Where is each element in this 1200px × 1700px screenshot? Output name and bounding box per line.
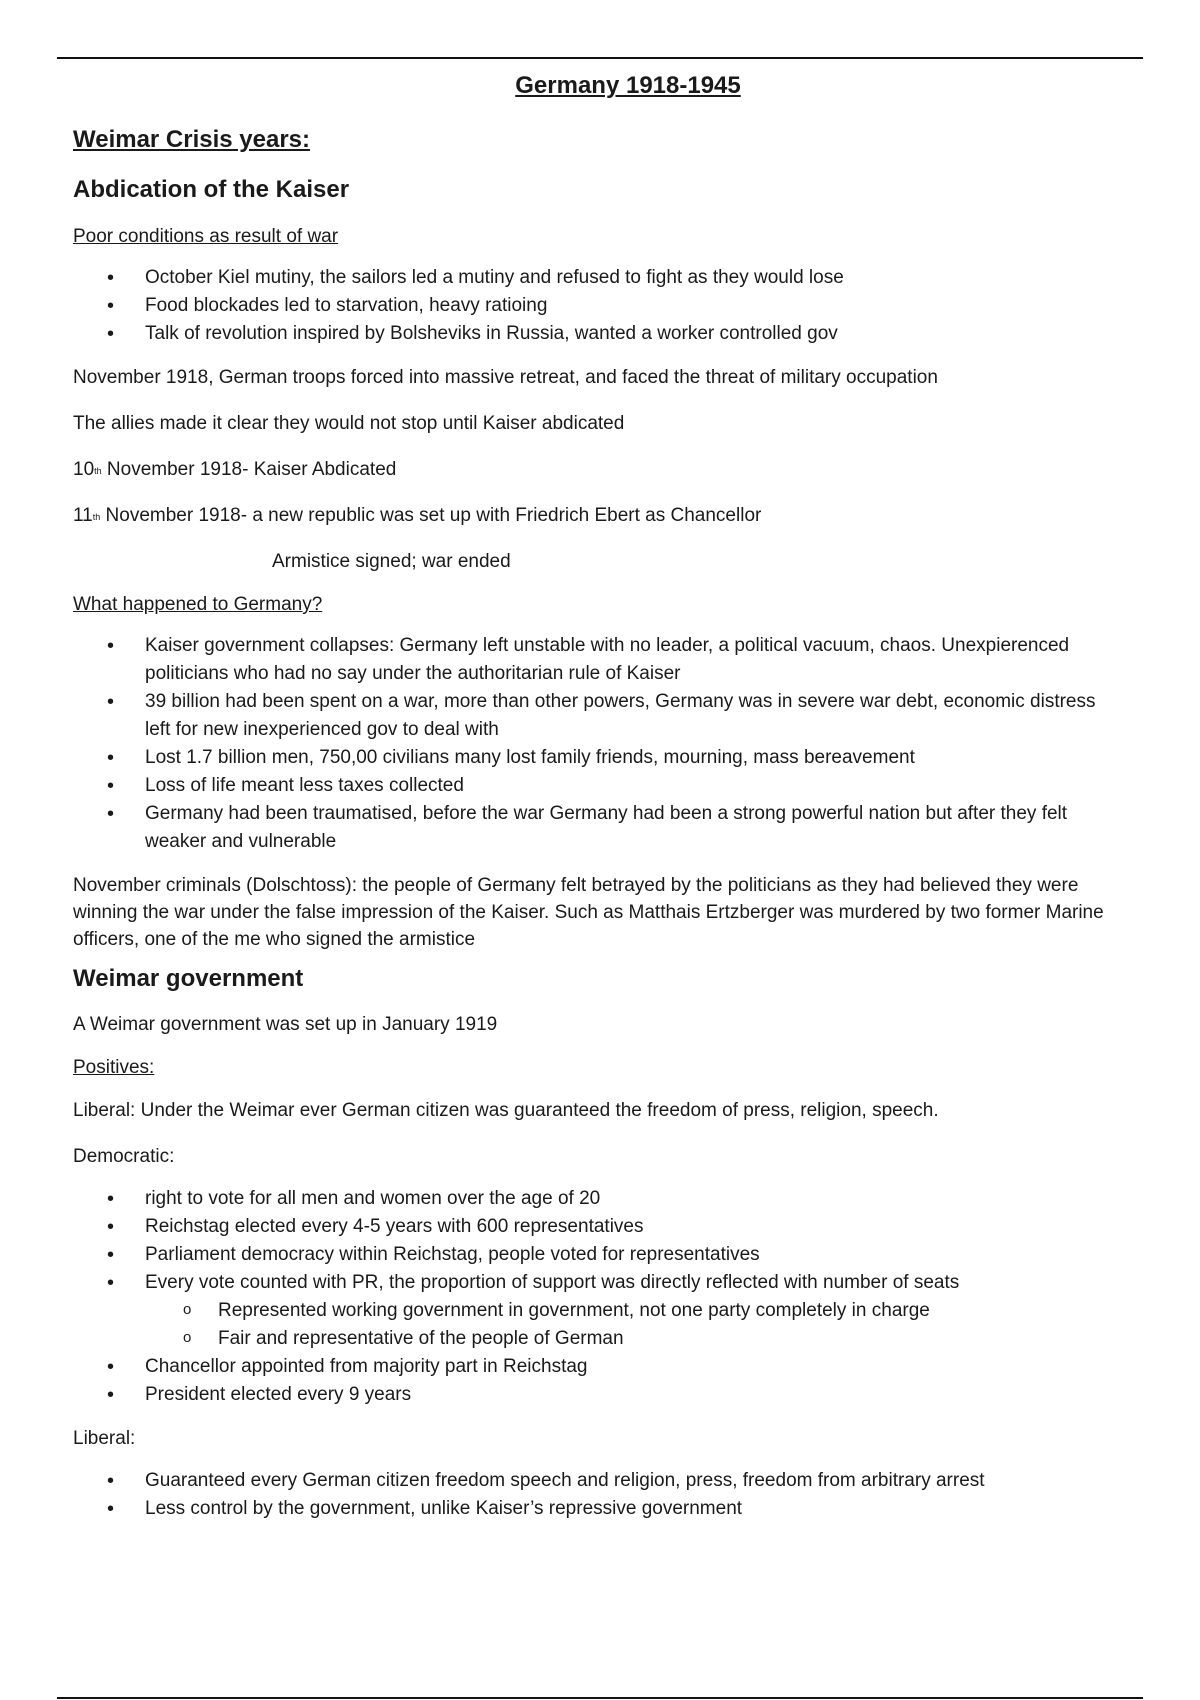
subheading-positives: Positives: [73, 1057, 155, 1078]
paragraph-november-criminals: November criminals (Dolschtoss): the people of Germany felt betrayed by the politicians as they had believed they were winning the war under the false impression of the Kaiser. Such as Matthais Ertzberger was murdered by two former Marine officers, one of the me who signed the armistice [73, 875, 1104, 950]
list-item: • Reichstag elected every 4-5 years with 600 representatives [73, 1213, 1123, 1241]
list-item: • Germany had been traumatised, before the war Germany had been a strong powerful nation but after they felt weaker and vulnerable [73, 800, 1123, 856]
top-rule [57, 57, 1143, 59]
date-day: 10 [73, 459, 95, 480]
list-item: • Lost 1.7 billion men, 750,00 civilians many lost family friends, mourning, mass bereavement [73, 744, 1123, 772]
list-item: • Loss of life meant less taxes collected [73, 772, 1123, 800]
list-item: • Less control by the government, unlike Kaiser’s repressive government [73, 1495, 1123, 1523]
paragraph-liberal-freedoms: Liberal: Under the Weimar ever German citizen was guaranteed the freedom of press, religion, speech. [73, 1100, 939, 1121]
democratic-list [73, 1185, 1123, 1409]
paragraph-weimar-intro: A Weimar government was set up in January 1919 [73, 1014, 498, 1035]
list-item-text: Every vote counted with PR, the proportion of support was directly reflected with number of seats [145, 1272, 960, 1293]
list-item: • Talk of revolution inspired by Bolsheviks in Russia, wanted a worker controlled gov [73, 320, 1123, 348]
liberal-list [73, 1467, 1123, 1523]
list-item: • Kaiser government collapses: Germany left unstable with no leader, a political vacuum, chaos. Unexpierenced politicians who had no say under the authoritarian rule of Kaiser [73, 632, 1123, 688]
list-item [73, 1269, 1123, 1297]
list-item: • October Kiel mutiny, the sailors led a mutiny and refused to fight as they would lose [73, 264, 1123, 292]
list-item: • Parliament democracy within Reichstag, people voted for representatives [73, 1241, 1123, 1269]
document-page [73, 72, 1123, 1542]
list-item: • Guaranteed every German citizen freedom speech and religion, press, freedom from arbitrary arrest [73, 1467, 1123, 1495]
list-item: • right to vote for all men and women over the age of 20 [73, 1185, 1123, 1213]
date-suffix: th [94, 466, 102, 476]
poor-conditions-list [73, 264, 1123, 348]
paragraph-kaiser-abdicated [73, 456, 1123, 483]
what-happened-list [73, 632, 1123, 856]
paragraph-new-republic [73, 502, 1123, 529]
list-item: • Chancellor appointed from majority part in Reichstag [73, 1353, 1123, 1381]
sub-list-item: o Fair and representative of the people of German [73, 1325, 1123, 1353]
label-democratic: Democratic: [73, 1146, 175, 1167]
heading-weimar-crisis-years: Weimar Crisis years: [73, 126, 311, 153]
heading-abdication: Abdication of the Kaiser [73, 176, 350, 203]
document-title: Germany 1918-1945 [515, 72, 741, 99]
nested-list-container [73, 1297, 1123, 1353]
sub-list-item: o Represented working government in government, not one party completely in charge [73, 1297, 1123, 1325]
date-suffix: th [92, 512, 101, 522]
date-text: November 1918- a new republic was set up with Friedrich Ebert as Chancellor [100, 505, 762, 526]
bottom-rule [57, 1697, 1143, 1699]
date-text: November 1918- Kaiser Abdicated [101, 459, 397, 480]
list-item: • 39 billion had been spent on a war, more than other powers, Germany was in severe war debt, economic distress left for new inexperienced gov to deal with [73, 688, 1123, 744]
paragraph-nov-1918: November 1918, German troops forced into massive retreat, and faced the threat of military occupation [73, 367, 938, 388]
label-liberal: Liberal: [73, 1428, 136, 1449]
paragraph-armistice: Armistice signed; war ended [272, 551, 511, 572]
democratic-sublist [73, 1297, 1123, 1353]
list-item: • Food blockades led to starvation, heavy ratioing [73, 292, 1123, 320]
date-day: 11 [73, 505, 93, 526]
subheading-poor-conditions: Poor conditions as result of war [73, 226, 339, 247]
paragraph-allies: The allies made it clear they would not stop until Kaiser abdicated [73, 413, 625, 434]
heading-weimar-government: Weimar government [73, 965, 304, 992]
list-item: • President elected every 9 years [73, 1381, 1123, 1409]
subheading-what-happened: What happened to Germany? [73, 594, 323, 615]
